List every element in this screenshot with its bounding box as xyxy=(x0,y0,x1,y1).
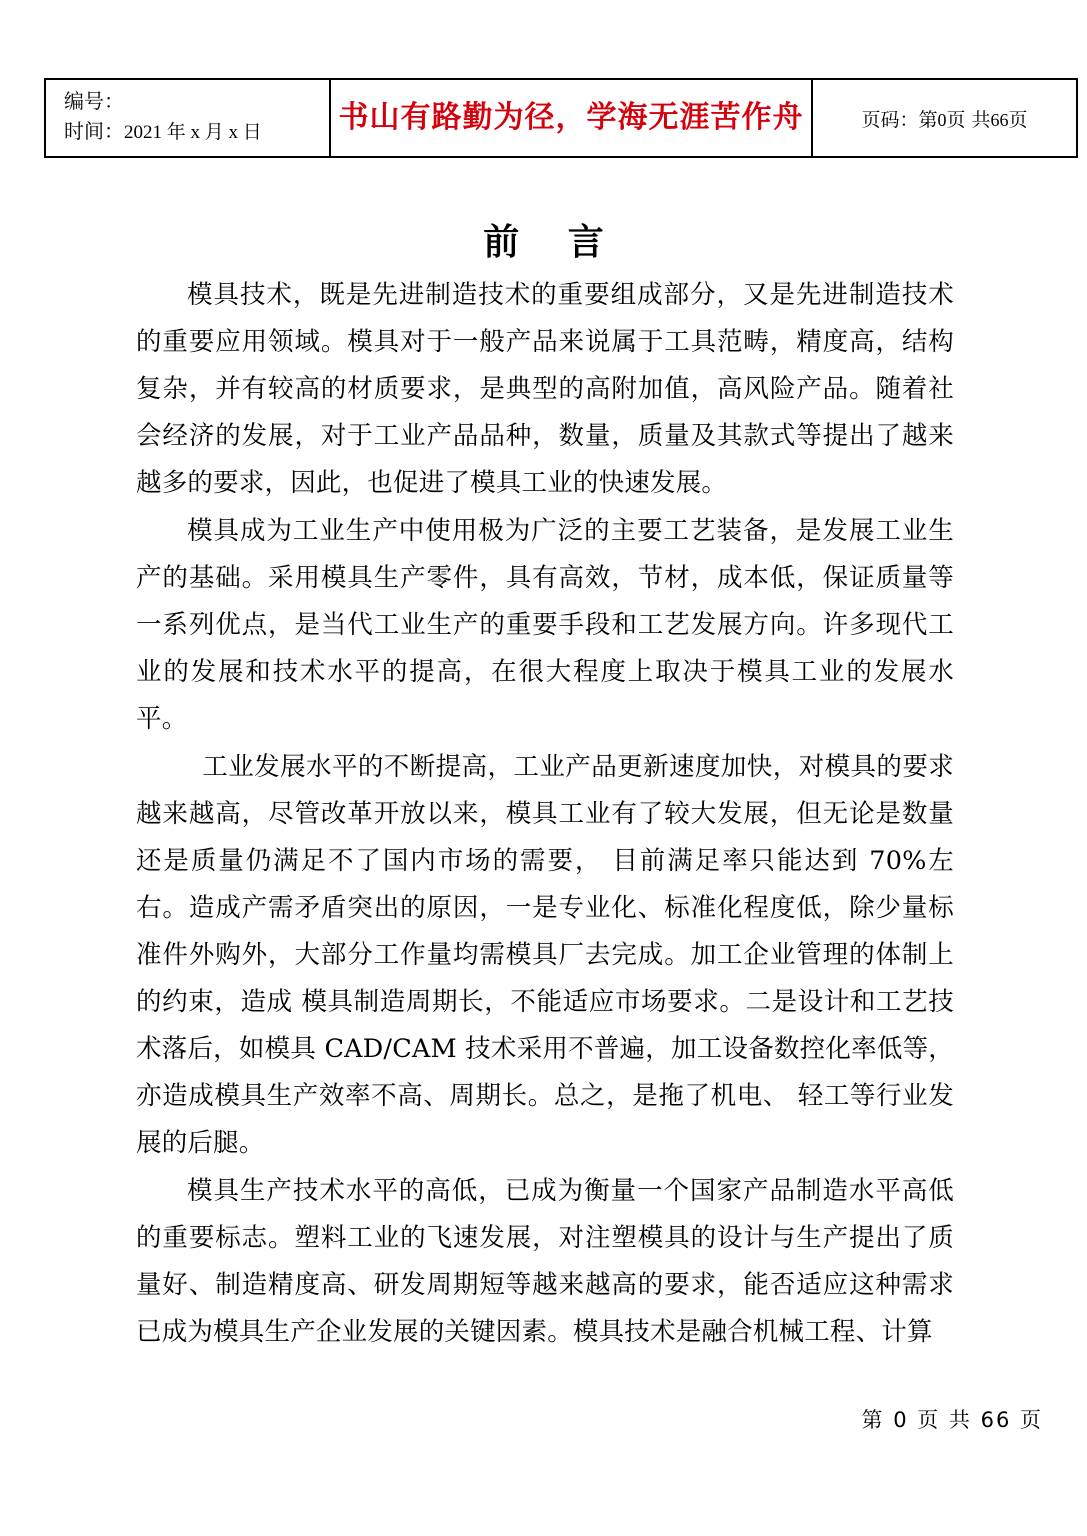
header-cell-motto xyxy=(330,79,812,157)
header-motto: 书山有路勤为径，学海无涯苦作舟 xyxy=(338,100,804,135)
header-page-number xyxy=(813,105,1076,132)
header-page-current: 0 xyxy=(937,109,947,130)
header-row xyxy=(45,79,1077,157)
header-number-label: 编号： xyxy=(64,89,124,113)
header-page-prefix: 页码：第 xyxy=(861,108,938,131)
paragraph: 模具生产技术水平的高低，已成为衡量一个国家产品制造水平高低的重要标志。塑料工业的飞速发展，对注塑模具的设计与生产提出了质量好、制造精度高、研发周期短等越来越高的要求，能否适应这种需求已成为模具生产企业发展的关键因素。模具技术是融合机械工程、计算 xyxy=(136,1176,954,1347)
header-cell-meta xyxy=(45,79,330,157)
page-title: 前 言 xyxy=(483,222,622,263)
header-page-total: 66 xyxy=(990,109,1009,130)
header-time-value: 2021 年 x 月 x 日 xyxy=(124,122,262,143)
document-body xyxy=(136,272,954,1357)
header-page-mid: 页 共 xyxy=(946,108,991,131)
paragraph: 工业发展水平的不断提高，工业产品更新速度加快，对模具的要求越来越高，尽管改革开放以来，模具工业有了较大发展，但无论是数量还是质量仍满足不了国内市场的需要， 目前满足率只能达到 70%左右。造成产需矛盾突出的原因，一是专业化、标准化程度低，除少量标准件外购外，大部分工作量均需模具厂去完成。加工企业管理的体制上的约束，造成 模具制造周期长，不能适应市场要求。二是设计和工艺技术落后，如模具 CAD/CAM 技术采用不普遍，加工设备数控化率低等，亦造成模具生产效率不高、周期长。总之，是拖了机电、 轻工等行业发展的后腿。 xyxy=(136,752,954,1158)
page-footer: 第 0 页 共 66 页 xyxy=(861,1408,1043,1432)
header-time-line xyxy=(64,116,319,148)
header-cell-pageno xyxy=(812,79,1077,157)
header-time-label: 时间： xyxy=(64,119,124,143)
page-header-table xyxy=(44,78,1078,158)
header-page-suffix: 页 xyxy=(1008,108,1028,131)
paragraph: 模具技术，既是先进制造技术的重要组成部分，又是先进制造技术的重要应用领域。模具对于一般产品来说属于工具范畴，精度高，结构复杂，并有较高的材质要求，是典型的高附加值，高风险产品。随着社会经济的发展，对于工业产品品种，数量，质量及其款式等提出了越来越多的要求，因此，也促进了模具工业的快速发展。 xyxy=(136,280,954,498)
paragraph: 模具成为工业生产中使用极为广泛的主要工艺装备，是发展工业生产的基础。采用模具生产零件，具有高效，节材，成本低，保证质量等一系列优点，是当代工业生产的重要手段和工艺发展方向。许多现代工业的发展和技术水平的提高，在很大程度上取决于模具工业的发展水平。 xyxy=(136,516,954,734)
